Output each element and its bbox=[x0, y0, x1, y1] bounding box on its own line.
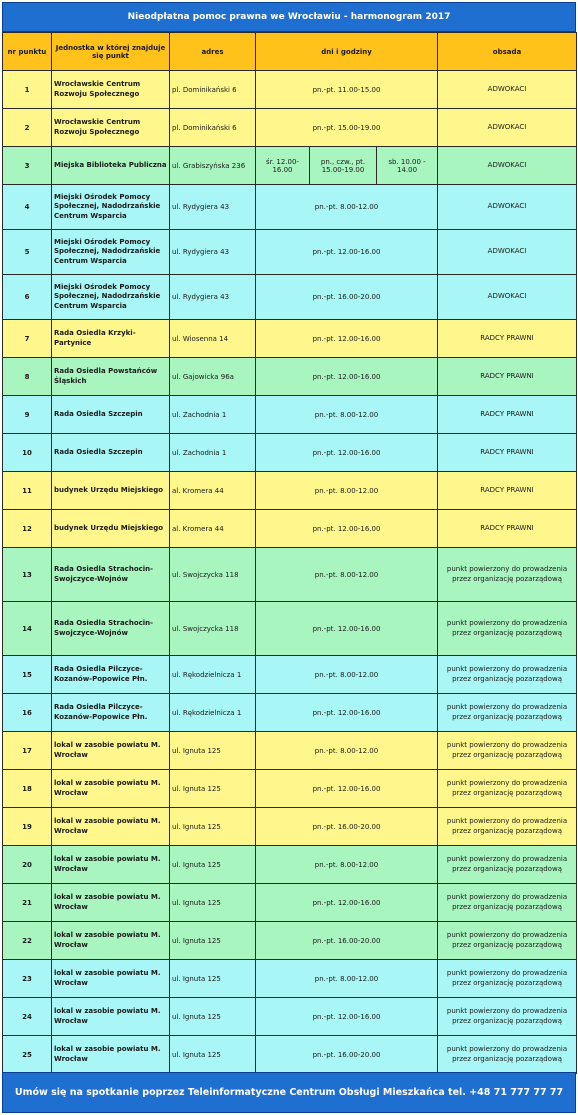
table-row bbox=[3, 472, 577, 510]
row-hours: pn.-pt. 12.00-16.00 bbox=[256, 358, 438, 396]
row-unit: Miejski Ośrodek Pomocy Społecznej, Nadodrzańskie Centrum Wsparcia bbox=[52, 230, 170, 275]
table-row bbox=[3, 998, 577, 1036]
row-address: ul. Ignuta 125 bbox=[170, 960, 256, 998]
row-number: 4 bbox=[3, 185, 52, 230]
row-hours: pn.-pt. 8.00-12.00 bbox=[256, 396, 438, 434]
row-number: 12 bbox=[3, 510, 52, 548]
row-staff: punkt powierzony do prowadzenia przez organizację pozarządową bbox=[438, 770, 577, 808]
row-unit: lokal w zasobie powiatu M. Wrocław bbox=[52, 732, 170, 770]
row-staff: punkt powierzony do prowadzenia przez organizację pozarządową bbox=[438, 732, 577, 770]
page-title: Nieodpłatna pomoc prawna we Wrocławiu - harmonogram 2017 bbox=[2, 2, 576, 32]
row-staff: punkt powierzony do prowadzenia przez organizację pozarządową bbox=[438, 960, 577, 998]
row-unit: Rada Osiedla Powstańców Śląskich bbox=[52, 358, 170, 396]
row-staff: RADCY PRAWNI bbox=[438, 320, 577, 358]
row-unit: budynek Urzędu Miejskiego bbox=[52, 472, 170, 510]
table-row bbox=[3, 71, 577, 109]
row-number: 22 bbox=[3, 922, 52, 960]
row-hours: pn.-pt. 8.00-12.00 bbox=[256, 656, 438, 694]
row-address: ul. Wiosenna 14 bbox=[170, 320, 256, 358]
row-hours: pn.-pt. 12.00-16.00 bbox=[256, 434, 438, 472]
row-address: ul. Grabiszyńska 236 bbox=[170, 147, 256, 185]
row-address: ul. Ignuta 125 bbox=[170, 808, 256, 846]
table-row bbox=[3, 320, 577, 358]
row-address: ul. Swojczycka 118 bbox=[170, 548, 256, 602]
row-staff: ADWOKACI bbox=[438, 109, 577, 147]
row-staff: punkt powierzony do prowadzenia przez organizację pozarządową bbox=[438, 998, 577, 1036]
row-staff: punkt powierzony do prowadzenia przez organizację pozarządową bbox=[438, 656, 577, 694]
row-unit: lokal w zasobie powiatu M. Wrocław bbox=[52, 770, 170, 808]
row-hours: pn.-pt. 12.00-16.00 bbox=[256, 770, 438, 808]
row-unit: Rada Osiedla Pilczyce-Kozanów-Popowice Płn. bbox=[52, 694, 170, 732]
row-number: 13 bbox=[3, 548, 52, 602]
row-unit: Miejski Ośrodek Pomocy Społecznej, Nadodrzańskie Centrum Wsparcia bbox=[52, 275, 170, 320]
row-unit: lokal w zasobie powiatu M. Wrocław bbox=[52, 960, 170, 998]
row-staff: punkt powierzony do prowadzenia przez organizację pozarządową bbox=[438, 808, 577, 846]
row-staff: ADWOKACI bbox=[438, 147, 577, 185]
header-unit: Jednostka w której znajduje się punkt bbox=[52, 33, 170, 71]
table-row bbox=[3, 960, 577, 998]
row-address: ul. Ignuta 125 bbox=[170, 922, 256, 960]
row-hours-segment: sb. 10.00 - 14.00 bbox=[377, 147, 438, 185]
table-row bbox=[3, 808, 577, 846]
table-row bbox=[3, 846, 577, 884]
row-unit: Rada Osiedla Pilczyce-Kozanów-Popowice Płn. bbox=[52, 656, 170, 694]
row-staff: RADCY PRAWNI bbox=[438, 510, 577, 548]
schedule-document bbox=[2, 2, 576, 1113]
row-address: ul. Ignuta 125 bbox=[170, 846, 256, 884]
header-nr: nr punktu bbox=[3, 33, 52, 71]
schedule-table bbox=[2, 32, 577, 1074]
row-hours: pn.-pt. 8.00-12.00 bbox=[256, 960, 438, 998]
row-number: 1 bbox=[3, 71, 52, 109]
row-staff: RADCY PRAWNI bbox=[438, 358, 577, 396]
row-unit: lokal w zasobie powiatu M. Wrocław bbox=[52, 808, 170, 846]
table-row bbox=[3, 656, 577, 694]
row-number: 2 bbox=[3, 109, 52, 147]
row-unit: Wrocławskie Centrum Rozwoju Społecznego bbox=[52, 71, 170, 109]
row-unit: Rada Osiedla Szczepin bbox=[52, 434, 170, 472]
row-hours: pn.-pt. 8.00-12.00 bbox=[256, 548, 438, 602]
table-row bbox=[3, 434, 577, 472]
row-staff: ADWOKACI bbox=[438, 275, 577, 320]
row-unit: lokal w zasobie powiatu M. Wrocław bbox=[52, 1036, 170, 1074]
row-hours-segment: śr. 12.00-16.00 bbox=[256, 147, 310, 185]
row-hours: pn.-pt. 16.00-20.00 bbox=[256, 922, 438, 960]
row-unit: lokal w zasobie powiatu M. Wrocław bbox=[52, 846, 170, 884]
row-address: ul. Rydygiera 43 bbox=[170, 275, 256, 320]
footer-contact: Umów się na spotkanie poprzez Teleinformatyczne Centrum Obsługi Mieszkańca tel. +48 71 777 77 77 bbox=[2, 1072, 576, 1113]
row-number: 18 bbox=[3, 770, 52, 808]
row-number: 21 bbox=[3, 884, 52, 922]
row-address: ul. Swojczycka 118 bbox=[170, 602, 256, 656]
row-unit: lokal w zasobie powiatu M. Wrocław bbox=[52, 884, 170, 922]
row-number: 3 bbox=[3, 147, 52, 185]
row-unit: Rada Osiedla Krzyki-Partynice bbox=[52, 320, 170, 358]
row-number: 5 bbox=[3, 230, 52, 275]
table-row bbox=[3, 230, 577, 275]
row-hours: pn.-pt. 12.00-16.00 bbox=[256, 884, 438, 922]
table-row bbox=[3, 602, 577, 656]
row-staff: ADWOKACI bbox=[438, 71, 577, 109]
row-staff: ADWOKACI bbox=[438, 185, 577, 230]
row-number: 20 bbox=[3, 846, 52, 884]
row-unit: Rada Osiedla Strachocin-Swojczyce-Wojnów bbox=[52, 602, 170, 656]
row-number: 17 bbox=[3, 732, 52, 770]
row-address: ul. Ignuta 125 bbox=[170, 1036, 256, 1074]
row-address: ul. Zachodnia 1 bbox=[170, 434, 256, 472]
row-hours: pn.-pt. 12.00-16.00 bbox=[256, 694, 438, 732]
table-row bbox=[3, 109, 577, 147]
row-hours: pn.-pt. 8.00-12.00 bbox=[256, 472, 438, 510]
row-unit: lokal w zasobie powiatu M. Wrocław bbox=[52, 998, 170, 1036]
row-hours: pn.-pt. 12.00-16.00 bbox=[256, 230, 438, 275]
table-row bbox=[3, 770, 577, 808]
row-staff: RADCY PRAWNI bbox=[438, 472, 577, 510]
row-number: 7 bbox=[3, 320, 52, 358]
row-unit: Wrocławskie Centrum Rozwoju Społecznego bbox=[52, 109, 170, 147]
row-number: 19 bbox=[3, 808, 52, 846]
row-address: ul. Rękodzielnicza 1 bbox=[170, 656, 256, 694]
header-staff: obsada bbox=[438, 33, 577, 71]
row-hours: pn.-pt. 16.00-20.00 bbox=[256, 275, 438, 320]
row-address: ul. Ignuta 125 bbox=[170, 884, 256, 922]
row-unit: lokal w zasobie powiatu M. Wrocław bbox=[52, 922, 170, 960]
table-row bbox=[3, 732, 577, 770]
row-number: 6 bbox=[3, 275, 52, 320]
table-row bbox=[3, 1036, 577, 1074]
row-hours: pn.-pt. 16.00-20.00 bbox=[256, 1036, 438, 1074]
table-row bbox=[3, 358, 577, 396]
row-address: ul. Rękodzielnicza 1 bbox=[170, 694, 256, 732]
row-unit: budynek Urzędu Miejskiego bbox=[52, 510, 170, 548]
row-number: 15 bbox=[3, 656, 52, 694]
row-number: 24 bbox=[3, 998, 52, 1036]
row-address: al. Kromera 44 bbox=[170, 472, 256, 510]
row-address: ul. Rydygiera 43 bbox=[170, 185, 256, 230]
row-number: 10 bbox=[3, 434, 52, 472]
row-staff: punkt powierzony do prowadzenia przez organizację pozarządową bbox=[438, 846, 577, 884]
row-number: 16 bbox=[3, 694, 52, 732]
row-address: ul. Rydygiera 43 bbox=[170, 230, 256, 275]
header-hours: dni i godziny bbox=[256, 33, 438, 71]
table-header-row bbox=[3, 33, 577, 71]
row-staff: punkt powierzony do prowadzenia przez organizację pozarządową bbox=[438, 884, 577, 922]
row-number: 14 bbox=[3, 602, 52, 656]
row-address: ul. Ignuta 125 bbox=[170, 770, 256, 808]
row-hours: pn.-pt. 16.00-20.00 bbox=[256, 808, 438, 846]
row-number: 8 bbox=[3, 358, 52, 396]
row-address: pl. Dominikański 6 bbox=[170, 71, 256, 109]
row-hours: pn.-pt. 12.00-16.00 bbox=[256, 998, 438, 1036]
row-address: ul. Ignuta 125 bbox=[170, 732, 256, 770]
row-number: 11 bbox=[3, 472, 52, 510]
table-body bbox=[3, 71, 577, 1074]
table-row bbox=[3, 147, 577, 185]
row-number: 25 bbox=[3, 1036, 52, 1074]
table-row bbox=[3, 510, 577, 548]
row-staff: punkt powierzony do prowadzenia przez organizację pozarządową bbox=[438, 922, 577, 960]
table-row bbox=[3, 185, 577, 230]
row-staff: RADCY PRAWNI bbox=[438, 396, 577, 434]
row-unit: Miejska Biblioteka Publiczna bbox=[52, 147, 170, 185]
row-staff: punkt powierzony do prowadzenia przez organizację pozarządową bbox=[438, 548, 577, 602]
row-hours: pn.-pt. 12.00-16.00 bbox=[256, 320, 438, 358]
table-row bbox=[3, 548, 577, 602]
row-address: ul. Gajowicka 96a bbox=[170, 358, 256, 396]
row-address: ul. Ignuta 125 bbox=[170, 998, 256, 1036]
row-hours: pn.-pt. 8.00-12.00 bbox=[256, 846, 438, 884]
row-number: 9 bbox=[3, 396, 52, 434]
row-unit: Rada Osiedla Szczepin bbox=[52, 396, 170, 434]
row-staff: RADCY PRAWNI bbox=[438, 434, 577, 472]
row-staff: punkt powierzony do prowadzenia przez organizację pozarządową bbox=[438, 602, 577, 656]
row-hours-segment: pn., czw., pt. 15.00-19.00 bbox=[310, 147, 377, 185]
row-number: 23 bbox=[3, 960, 52, 998]
table-row bbox=[3, 694, 577, 732]
row-hours: pn.-pt. 11.00-15.00 bbox=[256, 71, 438, 109]
row-hours: pn.-pt. 15.00-19.00 bbox=[256, 109, 438, 147]
row-hours: pn.-pt. 8.00-12.00 bbox=[256, 185, 438, 230]
table-row bbox=[3, 275, 577, 320]
row-address: ul. Zachodnia 1 bbox=[170, 396, 256, 434]
row-staff: punkt powierzony do prowadzenia przez organizację pozarządową bbox=[438, 1036, 577, 1074]
row-unit: Miejski Ośrodek Pomocy Społecznej, Nadodrzańskie Centrum Wsparcia bbox=[52, 185, 170, 230]
row-hours: pn.-pt. 12.00-16.00 bbox=[256, 510, 438, 548]
row-unit: Rada Osiedla Strachocin-Swojczyce-Wojnów bbox=[52, 548, 170, 602]
row-staff: punkt powierzony do prowadzenia przez organizację pozarządową bbox=[438, 694, 577, 732]
row-address: al. Kromera 44 bbox=[170, 510, 256, 548]
table-row bbox=[3, 922, 577, 960]
row-staff: ADWOKACI bbox=[438, 230, 577, 275]
table-row bbox=[3, 884, 577, 922]
header-address: adres bbox=[170, 33, 256, 71]
row-hours: pn.-pt. 8.00-12.00 bbox=[256, 732, 438, 770]
row-address: pl. Dominikański 6 bbox=[170, 109, 256, 147]
row-hours: pn.-pt. 12.00-16.00 bbox=[256, 602, 438, 656]
table-row bbox=[3, 396, 577, 434]
